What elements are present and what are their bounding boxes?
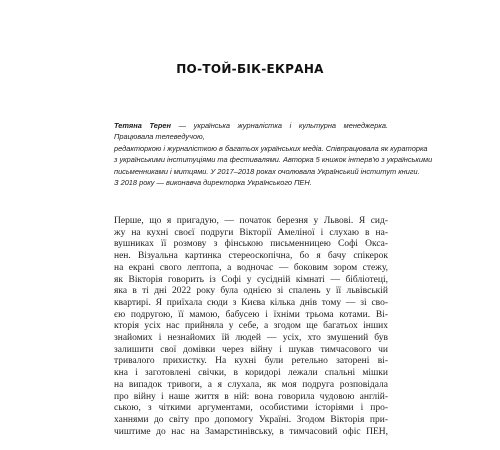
bio-line: письменниками і митцями. У 2017–2018 роках очолювала Український інститут книги. — [114, 166, 420, 176]
text-line: чиштиме до нас на Замарстинівську, в тимчасовий офіс ПЕН, — [114, 426, 388, 437]
text-line: залишити свої домівки через війну і шукав тимчасового чи — [114, 344, 388, 355]
text-line: нен. Візуальна картинка стереоскопічна, бо я бачу спікерок — [114, 251, 388, 262]
text-line: про війну і наше життя в ній: вона говорила чудовою англій- — [114, 391, 388, 402]
paragraph — [114, 216, 388, 438]
author-name: Тетяна Терен — [114, 121, 171, 130]
text-line: Перше, що я пригадую, — початок березня у Львові. Я сид- — [114, 216, 388, 226]
text-line: вушниках її розмову з фінською письменницею Софі Оксa- — [114, 239, 388, 250]
text-line: кторія усіх нас прийняла у себе, а згодом ще багатьох інших — [114, 321, 388, 332]
text-line: ханнями до світу про допомогу Україні. Згодом Вікторія при- — [114, 414, 388, 425]
text-line: на випадок тривоги, а я слухала, як моя подруга розповідала — [114, 379, 388, 390]
body-text — [114, 216, 388, 438]
author-bio — [114, 120, 433, 188]
text-line: як Вікторія говорить із Софі у сусідній кімнаті — бібліотеці, — [114, 274, 388, 285]
text-line: квартирі. Я приїхала сюди з Києва кілька днів тому — зі сво- — [114, 297, 388, 308]
bio-line: з українськими інституціями та фестивалями. Авторка 5 книжок інтерв'ю з українськими — [114, 155, 433, 165]
text-line: знайомих і незнайомих їй людей — усіх, хто змушений був — [114, 333, 388, 344]
bio-line: З 2018 року — виконавча директорка Українського ПЕН. — [114, 178, 312, 188]
text-line: на екрані свого лептопа, а водночас — боковим зором стежу, — [114, 262, 388, 273]
text-line: ською, з чіткими аргументами, особистими історіями і про- — [114, 403, 388, 414]
page-title: ПО-ТОЙ-БІК-ЕКРАНА — [176, 62, 324, 76]
text-line: єю подругою, її мамою, бабусею і їхніми трьома котами. Ві- — [114, 309, 388, 320]
text-line: яка в ті дні 2022 року була однією зі спалень у її львівській — [114, 286, 388, 297]
text-line: кна і заготовлені свічки, в коридорі лежали спальні мішки — [114, 368, 388, 379]
bio-line: редакторкою і журналісткою в багатьох українських медіа. Співпрацювала як кураторка — [114, 143, 428, 153]
bio-line: — українська журналістка і культурна менеджерка. Працювала телеведучою, — [114, 121, 388, 142]
text-line: тривалого прихистку. На кухні були ретельно заторені ві- — [114, 356, 388, 367]
text-line: жу на кухні своєї подруги Вікторії Амеліної і слухаю в на- — [114, 227, 388, 238]
